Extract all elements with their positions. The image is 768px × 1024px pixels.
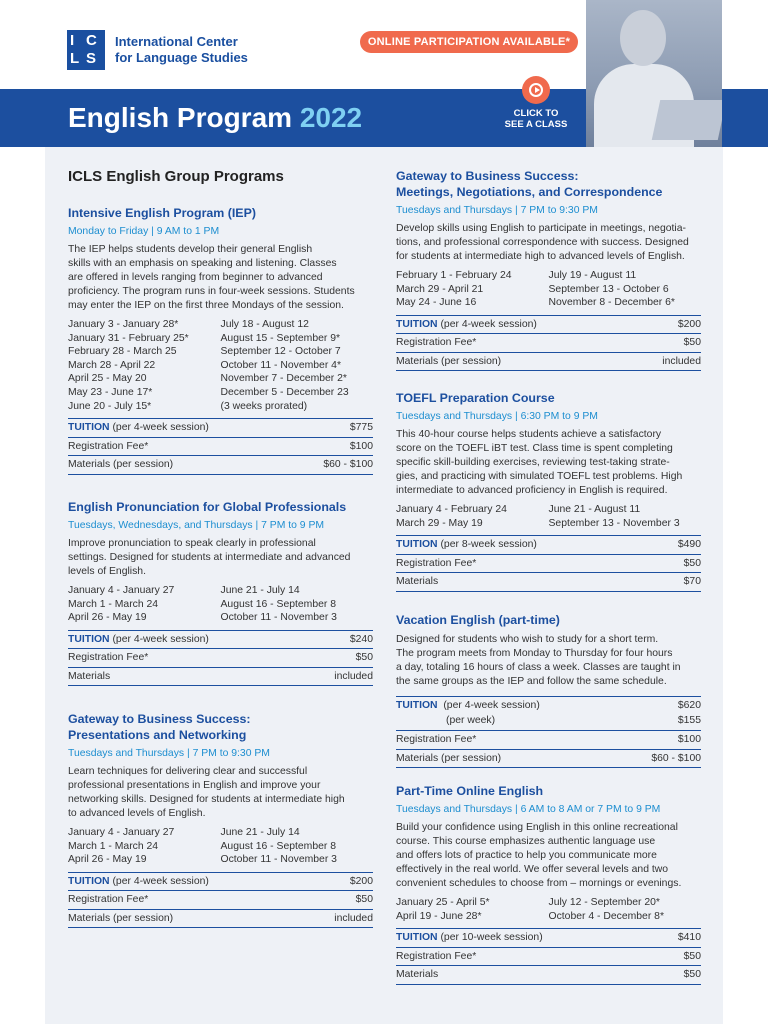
desc-line: specific skill-building exercises, reviewing test-taking strate- [396,457,670,468]
tuition-label: TUITION [68,422,110,434]
program-description [396,633,701,689]
tuition-row [396,316,701,335]
logo-letter: L [70,50,80,67]
cta-line2: SEE A CLASS [504,119,568,130]
program-title-line2: Meetings, Negotiations, and Correspondence [396,185,663,199]
session-date: June 21 - July 14 [220,585,300,596]
desc-line: intermediate to advanced proficiency in English is required. [396,485,668,496]
tuition-row [396,697,701,713]
session-date: February 1 - February 24 [396,270,512,281]
desc-line: the same groups as the IEP and follow the same schedule. [396,676,667,687]
tuition-row [68,873,373,892]
registration-label: Registration Fee* [68,440,149,452]
fee-table [68,418,373,475]
tuition-note: (per 4-week session) [109,422,209,434]
desc-line: This 40-hour course helps students achieve a satisfactory [396,429,662,440]
program-title-line1: Gateway to Business Success: [68,712,251,726]
fee-table [396,535,701,592]
tuition-value: $410 [677,932,701,944]
program-schedule: Tuesdays and Thursdays | 6:30 PM to 9 PM [396,411,598,422]
session-date: November 8 - December 6* [548,297,675,309]
session-date: July 12 - September 20* [548,897,660,908]
desc-line: convenient schedules to choose from – mornings or evenings. [396,878,682,889]
desc-line: The IEP helps students develop their general English [68,244,313,255]
materials-row [396,966,701,985]
session-date: September 13 - October 6 [548,283,669,295]
materials-label: Materials (per session) [396,355,502,367]
session-date: March 29 - April 21 [396,283,484,295]
fee-table [396,696,701,768]
session-date: July 19 - August 11 [548,270,637,281]
tuition-note: (per 4-week session) [109,633,209,645]
session-date: June 20 - July 15* [68,400,152,412]
tuition-week-value: $155 [677,715,701,726]
session-date: October 11 - November 4* [220,359,342,371]
desc-line: professional presentations in English and improve your [68,780,321,791]
org-name-line2: for Language Studies [115,50,248,65]
program-title: English Pronunciation for Global Professionals [68,500,347,514]
registration-value: $50 [355,652,373,664]
session-date: May 24 - June 16 [396,297,477,309]
desc-line: Build your confidence using English in this online recreational [396,822,678,833]
logo-letter: S [86,50,97,67]
session-date: March 1 - March 24 [68,598,159,610]
tuition-label: TUITION [396,932,438,944]
tuition-row [68,419,373,438]
session-date: April 26 - May 19 [68,854,147,866]
program-vacation [396,612,701,768]
program-title-line1: Gateway to Business Success: [396,169,579,183]
desc-line: gies, and practicing with simulated TOEFL test problems. High [396,471,683,482]
desc-line: skills with an emphasis on speaking and listening. Classes [68,258,337,269]
registration-value: $100 [677,734,701,745]
tuition-row [396,536,701,555]
program-description [68,765,373,821]
session-date: July 18 - August 12 [220,319,309,330]
tuition-label: TUITION [68,633,110,645]
session-dates [396,269,701,310]
desc-line: Develop skills using English to participate in meetings, negotia- [396,223,686,234]
fee-table [68,872,373,929]
tuition-value: $200 [677,318,701,330]
session-dates [396,896,701,923]
session-date: January 4 - February 24 [396,504,507,515]
registration-value: $100 [349,440,373,452]
registration-label: Registration Fee* [68,894,149,906]
see-class-link[interactable] [500,108,572,130]
program-gateway-presentations [68,711,373,928]
materials-value: $70 [683,576,701,588]
program-description [68,243,373,313]
program-gateway-meetings [396,168,701,371]
tuition-row [396,929,701,948]
desc-line: tions, and professional correspondence with success. Designed [396,237,689,248]
photo-person-head [620,10,666,66]
registration-value: $50 [355,894,373,906]
session-date: September 13 - November 3 [548,517,680,529]
materials-label: Materials (per session) [396,752,502,764]
materials-value: included [334,912,373,924]
registration-value: $50 [683,557,701,569]
registration-row [68,891,373,910]
program-iep [68,205,373,475]
play-video-icon[interactable] [522,76,550,104]
tuition-value: $490 [677,539,701,551]
tuition-note: (per 10-week session) [437,932,543,944]
materials-value: $60 - $100 [651,752,701,764]
program-schedule: Tuesdays, Wednesdays, and Thursdays | 7 PM to 9 PM [68,520,325,531]
play-triangle-icon [535,87,540,93]
online-participation-badge: ONLINE PARTICIPATION AVAILABLE* [360,31,578,53]
desc-line: are offered in levels ranging from beginner to advanced [68,272,323,283]
session-date: August 16 - September 8 [220,840,337,852]
desc-line: networking skills. Designed for students at intermediate high [68,794,345,805]
materials-row [68,456,373,475]
registration-label: Registration Fee* [396,337,477,349]
page-title-year: 2022 [299,102,363,133]
materials-row [396,573,701,592]
tuition-note: (per 4-week session) [109,875,209,887]
desc-line: Improve pronunciation to speak clearly in professional [68,538,316,549]
session-date: March 1 - March 24 [68,840,159,852]
session-date: April 19 - June 28* [396,910,482,922]
page-title [68,100,362,136]
program-description [396,821,701,891]
session-date: May 23 - June 17* [68,386,153,398]
icls-logo [67,30,105,70]
desc-line: Designed for students who wish to study for a short term. [396,634,659,645]
materials-row [68,910,373,929]
session-dates [396,503,701,530]
materials-value: included [662,355,701,367]
program-description [396,428,701,498]
materials-label: Materials (per session) [68,459,174,471]
session-date: April 25 - May 20 [68,373,147,385]
materials-row [68,668,373,687]
tuition-value: $200 [349,875,373,887]
materials-label: Materials (per session) [68,912,174,924]
session-date: January 3 - January 28* [68,319,179,330]
fee-table [396,315,701,372]
registration-value: $50 [683,950,701,962]
desc-line: course. This course emphasizes authentic language use [396,836,656,847]
registration-row [68,649,373,668]
cta-line1: CLICK TO [513,108,559,119]
materials-label: Materials [68,670,111,682]
tuition-note: (per 4-week session) [437,318,537,330]
registration-row [68,438,373,457]
session-date: August 16 - September 8 [220,598,337,610]
session-date: August 15 - September 9* [220,332,341,344]
session-date: October 11 - November 3 [220,612,337,624]
session-date: March 29 - May 19 [396,517,483,529]
program-schedule: Tuesdays and Thursdays | 7 PM to 9:30 PM [68,748,270,759]
registration-value: $50 [683,337,701,349]
materials-value: included [334,670,373,682]
logo-letter: C [86,32,97,49]
org-name [115,34,248,66]
tuition-value: $620 [677,700,701,711]
registration-row [396,948,701,967]
tuition-value: $240 [349,633,373,645]
desc-line: Learn techniques for delivering clear and successful [68,766,308,777]
tuition-label: TUITION [396,700,438,711]
registration-label: Registration Fee* [68,652,149,664]
page-title-text: English Program [68,102,293,133]
fee-table [396,928,701,985]
program-title: Vacation English (part-time) [396,613,560,627]
tuition-week-row [396,713,701,731]
session-date: September 12 - October 7 [220,346,341,358]
tuition-note: (per 4-week session) [437,700,540,711]
session-date: April 26 - May 19 [68,612,147,624]
registration-label: Registration Fee* [396,734,477,745]
registration-row [396,555,701,574]
program-title: TOEFL Preparation Course [396,391,555,405]
desc-line: and offers lots of practice to help you communicate more [396,850,657,861]
session-date: June 21 - August 11 [548,504,641,515]
program-pronunciation [68,499,373,686]
program-toefl [396,390,701,592]
tuition-week-note: (per week) [446,715,496,726]
org-name-line1: International Center [115,34,238,49]
program-title: Part-Time Online English [396,784,544,798]
session-dates [68,584,373,625]
session-date: December 5 - December 23 [220,386,349,398]
session-date: October 11 - November 3 [220,854,337,866]
materials-row [396,353,701,372]
program-title-line2: Presentations and Networking [68,728,247,742]
desc-line: The program meets from Monday to Thursday for four hours [396,648,673,659]
content-panel [45,147,723,1024]
program-title: Intensive English Program (IEP) [68,206,256,220]
program-schedule: Tuesdays and Thursdays | 7 PM to 9:30 PM [396,205,598,216]
program-schedule: Monday to Friday | 9 AM to 1 PM [68,226,220,237]
student-photo [586,0,722,147]
logo-letter: I [70,32,75,49]
registration-label: Registration Fee* [396,950,477,962]
session-date: November 7 - December 2* [220,373,347,385]
tuition-note: (per 8-week session) [437,539,537,551]
materials-label: Materials [396,969,439,981]
session-date: October 4 - December 8* [548,910,664,922]
desc-line: settings. Designed for students at intermediate and advanced [68,552,351,563]
fee-table [68,630,373,687]
session-dates [68,318,373,413]
play-ring-icon [529,83,543,97]
desc-line: for students at intermediate high to advanced levels of English. [396,251,685,262]
tuition-label: TUITION [68,875,110,887]
section-heading: ICLS English Group Programs [68,168,284,185]
program-description [68,537,373,579]
program-description [396,222,701,264]
materials-row [396,750,701,769]
desc-line: to advanced levels of English. [68,808,206,819]
session-date: January 4 - January 27 [68,585,175,596]
tuition-label: TUITION [396,318,438,330]
desc-line: effectively in the real world. We offer several levels and two [396,864,669,875]
registration-row [396,334,701,353]
materials-label: Materials [396,576,439,588]
desc-line: proficiency. The program runs in four-week sessions. Students [68,286,355,297]
desc-line: levels of English. [68,566,146,577]
program-schedule: Tuesdays and Thursdays | 6 AM to 8 AM or 7 PM to 9 PM [396,804,661,815]
session-date: January 25 - April 5* [396,897,490,908]
session-date: January 4 - January 27 [68,827,175,838]
materials-value: $60 - $100 [323,459,373,471]
program-online [396,783,701,985]
session-date: (3 weeks prorated) [220,400,308,412]
desc-line: a day, totaling 16 hours of class a week. Classes are taught in [396,662,681,673]
session-date: March 28 - April 22 [68,359,156,371]
photo-laptop [652,100,722,140]
tuition-row [68,631,373,650]
registration-row [396,731,701,750]
registration-label: Registration Fee* [396,557,477,569]
materials-value: $50 [683,969,701,981]
tuition-label: TUITION [396,539,438,551]
session-date: January 31 - February 25* [68,332,189,344]
tuition-value: $775 [349,422,373,434]
desc-line: may enter the IEP on the first three Mondays of the session. [68,300,344,311]
session-dates [68,826,373,867]
session-date: June 21 - July 14 [220,827,300,838]
session-date: February 28 - March 25 [68,346,177,358]
desc-line: score on the TOEFL iBT test. Class time is spent completing [396,443,673,454]
